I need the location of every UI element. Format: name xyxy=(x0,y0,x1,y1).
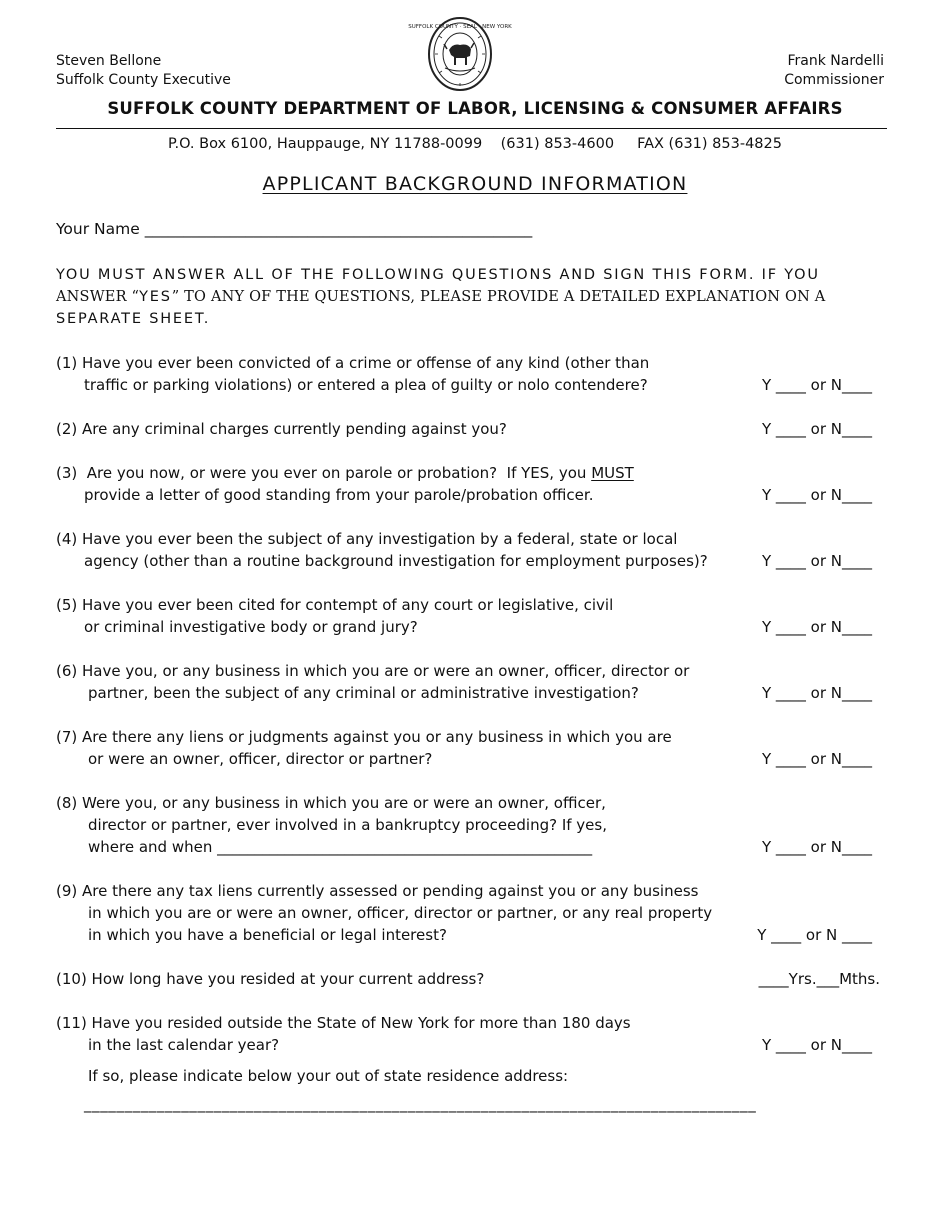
form-title xyxy=(0,173,950,195)
question-4-line-2: agency (other than a routine background investigation for employment purposes)? xyxy=(84,552,708,570)
question-3-line-2: provide a letter of good standing from your parole/probation officer. xyxy=(84,486,594,504)
question-1-line-2: traffic or parking violations) or entered a plea of guilty or nolo contendere? xyxy=(84,376,648,394)
seal-text: SUFFOLK COUNTY · SEAL · NEW YORK xyxy=(408,24,512,30)
instructions-rest: ” TO ANY OF THE QUESTIONS, PLEASE PROVIDE A DETAILED EXPLANATION ON A xyxy=(171,289,826,305)
question-11-line-3: If so, please indicate below your out of state residence address: xyxy=(88,1067,569,1085)
question-6-line-1: (6) Have you, or any business in which you are or were an owner, officer, director or xyxy=(56,662,690,680)
county-seal-icon xyxy=(408,16,512,92)
commissioner-block xyxy=(784,52,884,90)
question-8-answer[interactable]: Y ____ or N____ xyxy=(761,838,872,856)
instructions-line-1: YOU MUST ANSWER ALL OF THE FOLLOWING QUESTIONS AND SIGN THIS FORM. IF YOU xyxy=(56,267,820,283)
name-label: Your Name xyxy=(56,220,140,238)
question-8-line-1: (8) Were you, or any business in which you are or were an owner, officer, xyxy=(56,794,606,812)
form-title-text: APPLICANT BACKGROUND INFORMATION xyxy=(262,173,688,195)
question-11-line-2: in the last calendar year? xyxy=(88,1036,280,1054)
question-6-line-2: partner, been the subject of any criminal or administrative investigation? xyxy=(88,684,639,702)
question-7-answer[interactable]: Y ____ or N____ xyxy=(761,750,872,768)
question-1-line-1: (1) Have you ever been convicted of a crime or offense of any kind (other than xyxy=(56,354,650,372)
question-7-line-2: or were an owner, officer, director or partner? xyxy=(88,750,433,768)
question-10 xyxy=(56,968,484,990)
question-3 xyxy=(56,462,634,506)
executive-name: Steven Bellone xyxy=(56,53,162,69)
question-10-line-1: (10) How long have you resided at your current address? xyxy=(56,970,485,988)
name-blank[interactable]: __________________________________________________ xyxy=(144,220,533,238)
question-2 xyxy=(56,418,507,440)
question-10-answer[interactable]: ____Yrs.___Mths. xyxy=(758,970,880,988)
question-1-answer[interactable]: Y ____ or N____ xyxy=(761,376,872,394)
question-3-text: (3) Are you now, or were you ever on parole or probation? If YES, you xyxy=(56,464,592,482)
question-11 xyxy=(56,1012,631,1087)
question-5 xyxy=(56,594,613,638)
question-3-line-1 xyxy=(56,462,634,484)
question-8-where-when-field[interactable]: where and when __________________________________________________ xyxy=(88,838,593,856)
question-3-answer[interactable]: Y ____ or N____ xyxy=(761,486,872,504)
commissioner-title: Commissioner xyxy=(784,72,884,88)
question-5-line-2: or criminal investigative body or grand jury? xyxy=(84,618,418,636)
instructions-answer: ANSWER “ xyxy=(56,289,140,305)
question-9-line-1: (9) Are there any tax liens currently assessed or pending against you or any business xyxy=(56,882,699,900)
instructions-line-2 xyxy=(56,286,886,308)
question-4-line-1: (4) Have you ever been the subject of any investigation by a federal, state or local xyxy=(56,530,678,548)
question-3-must: MUST xyxy=(591,464,634,482)
question-11-answer[interactable]: Y ____ or N____ xyxy=(761,1036,872,1054)
question-7 xyxy=(56,726,672,770)
question-1 xyxy=(56,352,649,396)
question-4 xyxy=(56,528,708,572)
question-4-answer[interactable]: Y ____ or N____ xyxy=(761,552,872,570)
commissioner-name: Frank Nardelli xyxy=(787,53,884,69)
question-11-line-1: (11) Have you resided outside the State of New York for more than 180 days xyxy=(56,1014,631,1032)
question-7-line-1: (7) Are there any liens or judgments against you or any business in which you are xyxy=(56,728,672,746)
instructions xyxy=(56,264,886,330)
header-divider xyxy=(56,128,887,129)
out-of-state-address-field[interactable]: ___________________________________________________________________________________ xyxy=(84,1095,757,1113)
question-5-answer[interactable]: Y ____ or N____ xyxy=(761,618,872,636)
question-8-line-2: director or partner, ever involved in a bankruptcy proceeding? If yes, xyxy=(88,816,607,834)
executive-title: Suffolk County Executive xyxy=(56,72,231,88)
department-address: P.O. Box 6100, Hauppauge, NY 11788-0099 (631) 853-4600 FAX (631) 853-4825 xyxy=(168,136,782,152)
county-executive-block xyxy=(56,52,231,90)
question-9-line-2: in which you are or were an owner, officer, director or partner, or any real property xyxy=(88,904,713,922)
instructions-yes: YES xyxy=(139,289,172,305)
question-5-line-1: (5) Have you ever been cited for contempt of any court or legislative, civil xyxy=(56,596,614,614)
question-9-line-3: in which you have a beneficial or legal interest? xyxy=(88,926,447,944)
instructions-line-3: SEPARATE SHEET. xyxy=(56,311,211,327)
question-6-answer[interactable]: Y ____ or N____ xyxy=(761,684,872,702)
department-name: SUFFOLK COUNTY DEPARTMENT OF LABOR, LICENSING & CONSUMER AFFAIRS xyxy=(107,99,843,118)
question-9 xyxy=(56,880,712,946)
question-8 xyxy=(56,792,607,858)
question-2-answer[interactable]: Y ____ or N____ xyxy=(761,420,872,438)
question-9-answer[interactable]: Y ____ or N ____ xyxy=(757,926,872,944)
applicant-name-field[interactable] xyxy=(56,220,532,238)
question-2-line-1: (2) Are any criminal charges currently pending against you? xyxy=(56,420,507,438)
question-6 xyxy=(56,660,689,704)
